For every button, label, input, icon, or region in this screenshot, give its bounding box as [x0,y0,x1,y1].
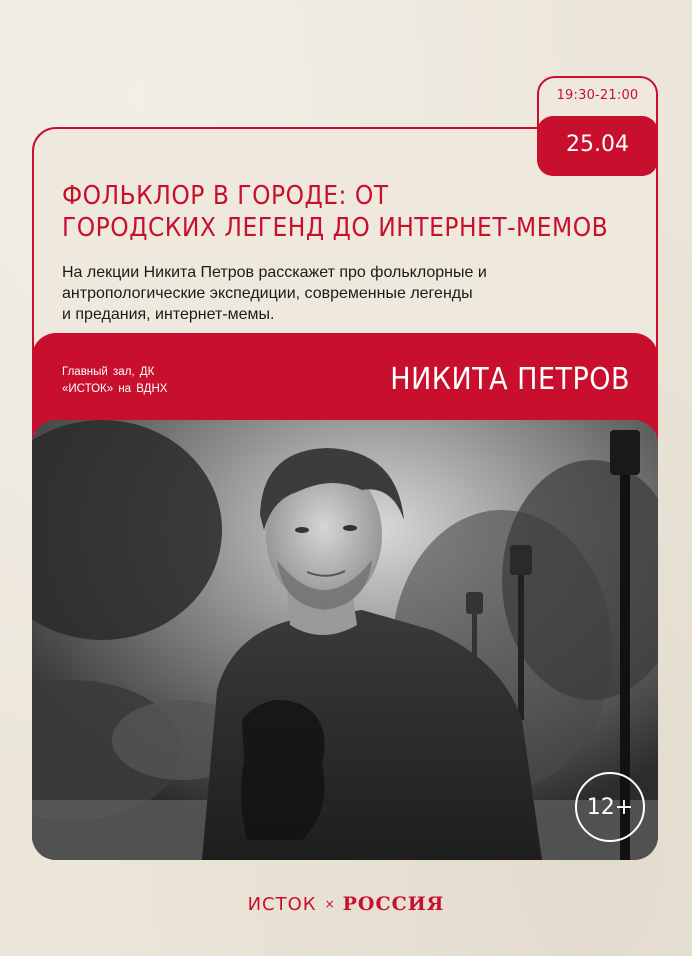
partner-logos [0,893,692,915]
event-description-line-1: На лекции Никита Петров расскажет про фольклорные и [62,264,487,281]
event-date: 25.04 [566,132,629,157]
speaker-name: НИКИТА ПЕТРОВ [390,362,630,397]
event-description [62,262,582,325]
rossiya-logo: РОССИЯ [342,893,445,915]
age-rating-badge: 12+ [575,772,645,842]
istok-logo: ИСТОК [247,893,317,915]
event-title-line-2: ГОРОДСКИХ ЛЕГЕНД ДО ИНТЕРНЕТ-МЕМОВ [62,213,609,243]
venue-line-2: «ИСТОК» на ВДНХ [62,383,168,395]
event-title [62,180,622,244]
event-time: 19:30-21:00 [556,88,639,103]
event-description-line-2: антропологические экспедиции, современные легенды [62,285,473,302]
speaker-photo [32,420,658,860]
event-venue [62,364,262,398]
venue-line-1: Главный зал, ДК [62,366,155,378]
event-description-line-3: и предания, интернет-мемы. [62,306,275,323]
event-title-line-1: ФОЛЬКЛОР В ГОРОДЕ: ОТ [62,181,389,211]
logo-separator: × [324,897,335,911]
